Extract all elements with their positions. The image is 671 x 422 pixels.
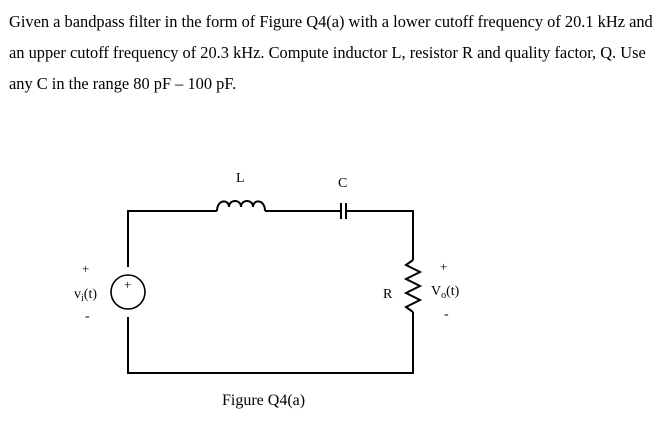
wire-top-right xyxy=(346,211,413,260)
resistor-label: R xyxy=(383,287,393,302)
input-minus-sign: - xyxy=(85,309,90,324)
source-plus-sign: + xyxy=(124,277,132,292)
output-plus-sign: + xyxy=(440,259,448,274)
capacitor-label: C xyxy=(338,176,348,191)
wire-bottom xyxy=(128,312,413,373)
figure-caption: Figure Q4(a) xyxy=(222,392,306,409)
question-text: Given a bandpass filter in the form of Figure Q4(a) with a lower cutoff frequency of 20.1 kHz and an upper cutoff frequency of 20.3 kHz. Compute inductor L, resistor R and quality factor, Q. Use any C in the range 80 pF – 100 pF. xyxy=(9,12,653,93)
input-voltage-label: $v_i(t)$ xyxy=(74,287,97,304)
input-plus-sign: + xyxy=(82,261,90,276)
inductor-symbol xyxy=(217,201,265,211)
output-voltage-label: $V_o(t)$ xyxy=(431,284,460,301)
wire-top-left xyxy=(128,211,217,267)
output-minus-sign: - xyxy=(444,307,449,322)
resistor-symbol xyxy=(406,260,420,312)
inductor-label: L xyxy=(236,171,245,186)
